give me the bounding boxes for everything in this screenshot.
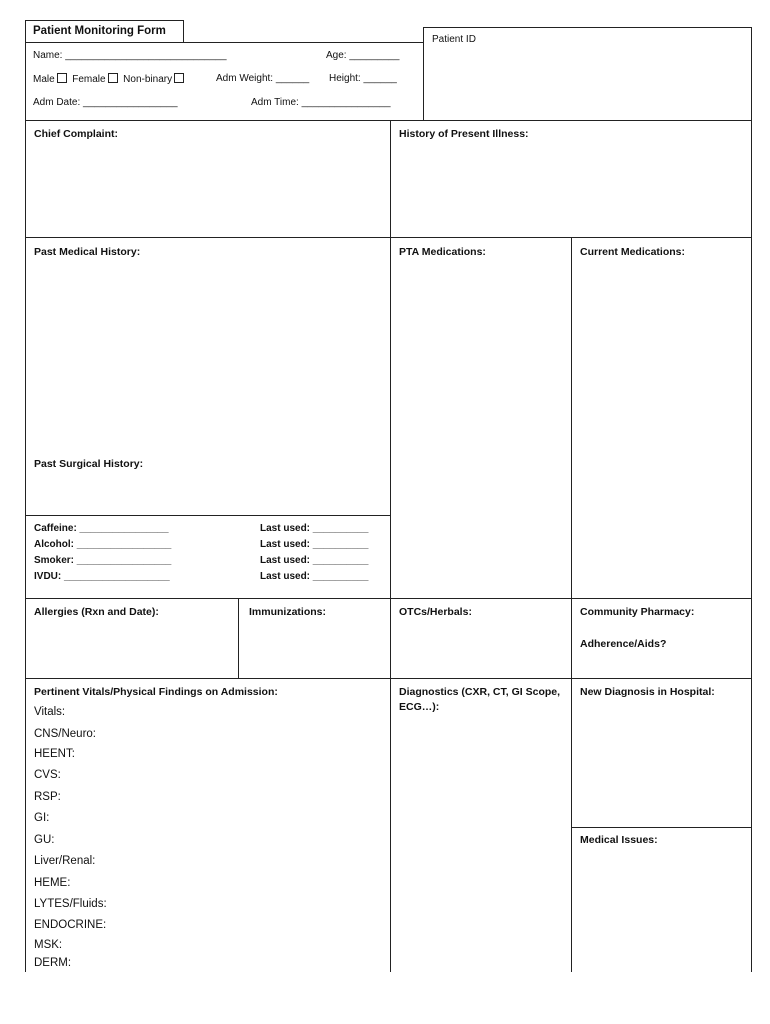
female-label: Female xyxy=(72,74,106,85)
system-lytes[interactable]: LYTES/Fluids: xyxy=(34,898,107,910)
name-field[interactable]: Name: _____________________________ xyxy=(33,50,227,61)
system-heent[interactable]: HEENT: xyxy=(34,748,75,760)
system-derm[interactable]: DERM: xyxy=(34,957,72,969)
row4-right-line xyxy=(751,678,752,972)
ivdu-field[interactable]: IVDU: ___________________ xyxy=(34,571,170,582)
female-checkbox[interactable] xyxy=(108,73,118,83)
age-field[interactable]: Age: _________ xyxy=(326,50,400,61)
current-medications-label: Current Medications: xyxy=(580,246,686,258)
nonbinary-label: Non-binary xyxy=(123,74,173,85)
otc-herbals-box[interactable] xyxy=(390,598,572,679)
system-cns[interactable]: CNS/Neuro: xyxy=(34,728,96,740)
male-checkbox[interactable] xyxy=(57,73,67,83)
community-pharmacy-box[interactable] xyxy=(571,598,752,679)
pta-medications-label: PTA Medications: xyxy=(399,246,486,258)
system-gi[interactable]: GI: xyxy=(34,812,50,824)
alcohol-field[interactable]: Alcohol: _________________ xyxy=(34,539,172,550)
allergies-box[interactable] xyxy=(25,598,239,679)
immunizations-label: Immunizations: xyxy=(249,606,327,618)
pmh-box[interactable] xyxy=(25,237,391,516)
row4-divider-2 xyxy=(571,678,572,972)
patient-id-box xyxy=(423,27,752,121)
chief-complaint-box[interactable] xyxy=(25,120,391,238)
system-liver-renal[interactable]: Liver/Renal: xyxy=(34,855,96,867)
chief-complaint-label: Chief Complaint: xyxy=(34,128,118,140)
system-cvs[interactable]: CVS: xyxy=(34,769,61,781)
height-field[interactable]: Height: ______ xyxy=(329,73,397,84)
otc-herbals-label: OTCs/Herbals: xyxy=(399,606,472,618)
immunizations-box[interactable] xyxy=(238,598,391,679)
alcohol-last-used[interactable]: Last used: __________ xyxy=(260,539,369,550)
smoker-field[interactable]: Smoker: _________________ xyxy=(34,555,172,566)
adm-date-field[interactable]: Adm Date: _________________ xyxy=(33,97,178,108)
pta-medications-box[interactable] xyxy=(390,237,572,599)
medical-issues-top-line xyxy=(571,827,752,828)
adm-weight-field[interactable]: Adm Weight: ______ xyxy=(216,73,310,84)
hpi-label: History of Present Illness: xyxy=(399,128,529,140)
nonbinary-checkbox[interactable] xyxy=(174,73,184,83)
form-title-box xyxy=(25,20,184,43)
adherence-label: Adherence/Aids? xyxy=(580,638,667,650)
allergies-label: Allergies (Rxn and Date): xyxy=(34,606,159,618)
current-medications-box[interactable] xyxy=(571,237,752,599)
row4-divider-1 xyxy=(390,678,391,972)
system-heme[interactable]: HEME: xyxy=(34,877,71,889)
hpi-box[interactable] xyxy=(390,120,752,238)
sex-row xyxy=(33,73,184,85)
adm-time-field[interactable]: Adm Time: ________________ xyxy=(251,97,391,108)
medical-issues-label: Medical Issues: xyxy=(580,834,658,846)
system-msk[interactable]: MSK: xyxy=(34,939,63,951)
smoker-last-used[interactable]: Last used: __________ xyxy=(260,555,369,566)
diagnostics-label: Diagnostics (CXR, CT, GI Scope, xyxy=(399,686,561,698)
ivdu-last-used[interactable]: Last used: __________ xyxy=(260,571,369,582)
system-endocrine[interactable]: ENDOCRINE: xyxy=(34,919,107,931)
psh-label: Past Surgical History: xyxy=(34,458,144,470)
patient-id-label: Patient ID xyxy=(432,34,476,45)
system-vitals[interactable]: Vitals: xyxy=(34,706,66,718)
row4-left-line xyxy=(25,678,26,972)
community-pharmacy-label: Community Pharmacy: xyxy=(580,606,695,618)
male-label: Male xyxy=(33,74,55,85)
diagnostics-label-cont: ECG…): xyxy=(399,701,440,713)
caffeine-last-used[interactable]: Last used: __________ xyxy=(260,523,369,534)
pmh-label: Past Medical History: xyxy=(34,246,141,258)
form-title: Patient Monitoring Form xyxy=(33,25,166,37)
row4-top-line xyxy=(25,678,752,679)
vitals-findings-label: Pertinent Vitals/Physical Findings on Admission: xyxy=(34,686,278,698)
caffeine-field[interactable]: Caffeine: ________________ xyxy=(34,523,169,534)
new-diagnosis-label: New Diagnosis in Hospital: xyxy=(580,686,715,698)
system-gu[interactable]: GU: xyxy=(34,834,55,846)
system-rsp[interactable]: RSP: xyxy=(34,791,61,803)
